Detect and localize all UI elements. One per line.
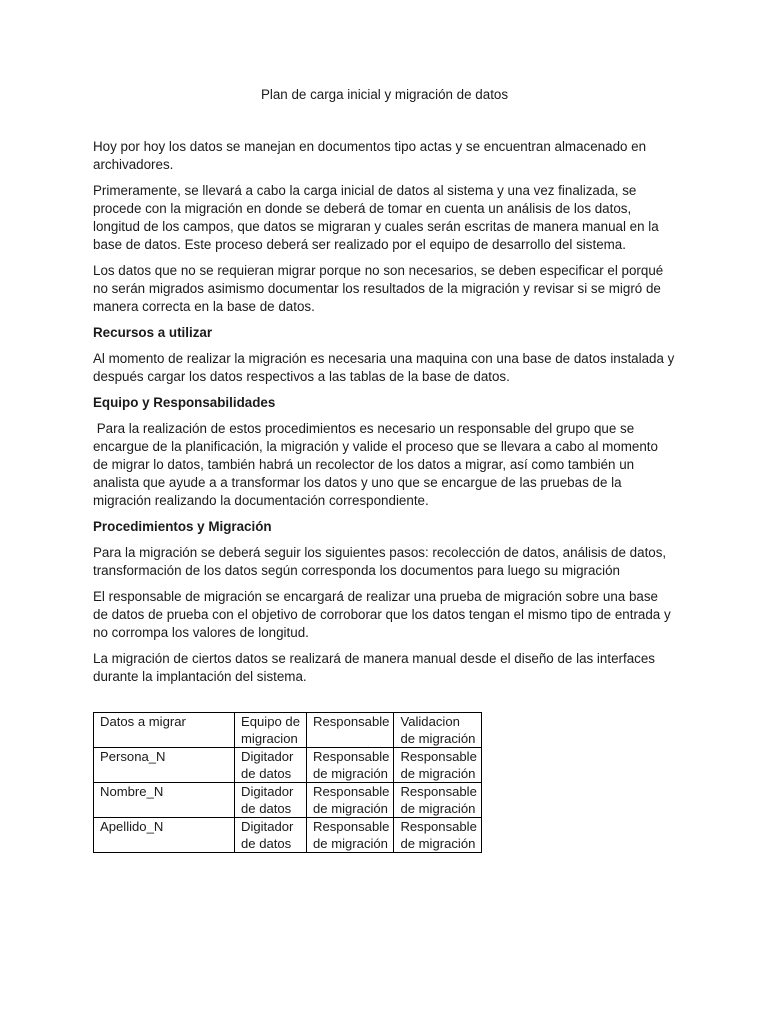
document-body (93, 138, 676, 686)
migration-table (93, 712, 482, 853)
table-row (94, 783, 482, 818)
table-header-row (94, 713, 482, 748)
table-cell: Digitador de datos (235, 748, 307, 783)
table-cell: Responsable de migración (307, 818, 394, 853)
section-heading-procedimientos: Procedimientos y Migración (93, 519, 272, 534)
table-cell: Apellido_N (94, 818, 235, 853)
paragraph: Al momento de realizar la migración es necesaria una maquina con una base de datos instalada y después cargar los datos respectivos a las tablas de la base de datos. (93, 351, 675, 384)
table-cell: Responsable de migración (394, 783, 481, 818)
table-cell: Responsable de migración (394, 748, 481, 783)
table-header-cell: Responsable (307, 713, 394, 748)
table-header-cell: Equipo de migracion (235, 713, 307, 748)
paragraph: Primeramente, se llevará a cabo la carga inicial de datos al sistema y una vez finalizada, se procede con la migración en donde se deberá de tomar en cuenta un análisis de los datos, longitud de los campos, que datos se migraran y cuales serán escritas de manera manual en la base de datos. Este proceso deberá ser realizado por el equipo de desarrollo del sistema. (93, 183, 659, 252)
paragraph: Para la migración se deberá seguir los siguientes pasos: recolección de datos, análisis de datos, transformación de los datos según corresponda los documentos para luego su migración (93, 545, 667, 578)
paragraph: Hoy por hoy los datos se manejan en documentos tipo actas y se encuentran almacenado en archivadores. (93, 139, 647, 172)
table-row (94, 748, 482, 783)
document-title: Plan de carga inicial y migración de datos (260, 87, 509, 102)
paragraph: Para la realización de estos procedimientos es necesario un responsable del grupo que se encargue de la planificación, la migración y valide el proceso que se llevara a cabo al momento de migrar lo datos, también habrá un recolector de los datos a migrar, así como también un analista que ayude a a transformar los datos y uno que se encargue de las pruebas de la migración realizando la documentación correspondiente. (93, 421, 662, 508)
table-cell: Responsable de migración (307, 748, 394, 783)
table-cell: Responsable de migración (307, 783, 394, 818)
table-cell: Responsable de migración (394, 818, 481, 853)
table-cell: Persona_N (94, 748, 235, 783)
table-header-cell: Validacion de migración (394, 713, 481, 748)
table-cell: Digitador de datos (235, 818, 307, 853)
paragraph: La migración de ciertos datos se realizará de manera manual desde el diseño de las interfaces durante la implantación del sistema. (93, 651, 655, 684)
table-cell: Digitador de datos (235, 783, 307, 818)
table-row (94, 818, 482, 853)
table-cell: Nombre_N (94, 783, 235, 818)
section-heading-equipo: Equipo y Responsabilidades (93, 395, 276, 410)
table-header-cell: Datos a migrar (94, 713, 235, 748)
paragraph: El responsable de migración se encargará de realizar una prueba de migración sobre una base de datos de prueba con el objetivo de corroborar que los datos tengan el mismo tipo de entrada y no corrompa los valores de longitud. (93, 589, 671, 640)
paragraph: Los datos que no se requieran migrar porque no son necesarios, se deben especificar el porqué no serán migrados asimismo documentar los resultados de la migración y revisar si se migró de manera correcta en la base de datos. (93, 263, 664, 314)
section-heading-recursos: Recursos a utilizar (93, 325, 213, 340)
